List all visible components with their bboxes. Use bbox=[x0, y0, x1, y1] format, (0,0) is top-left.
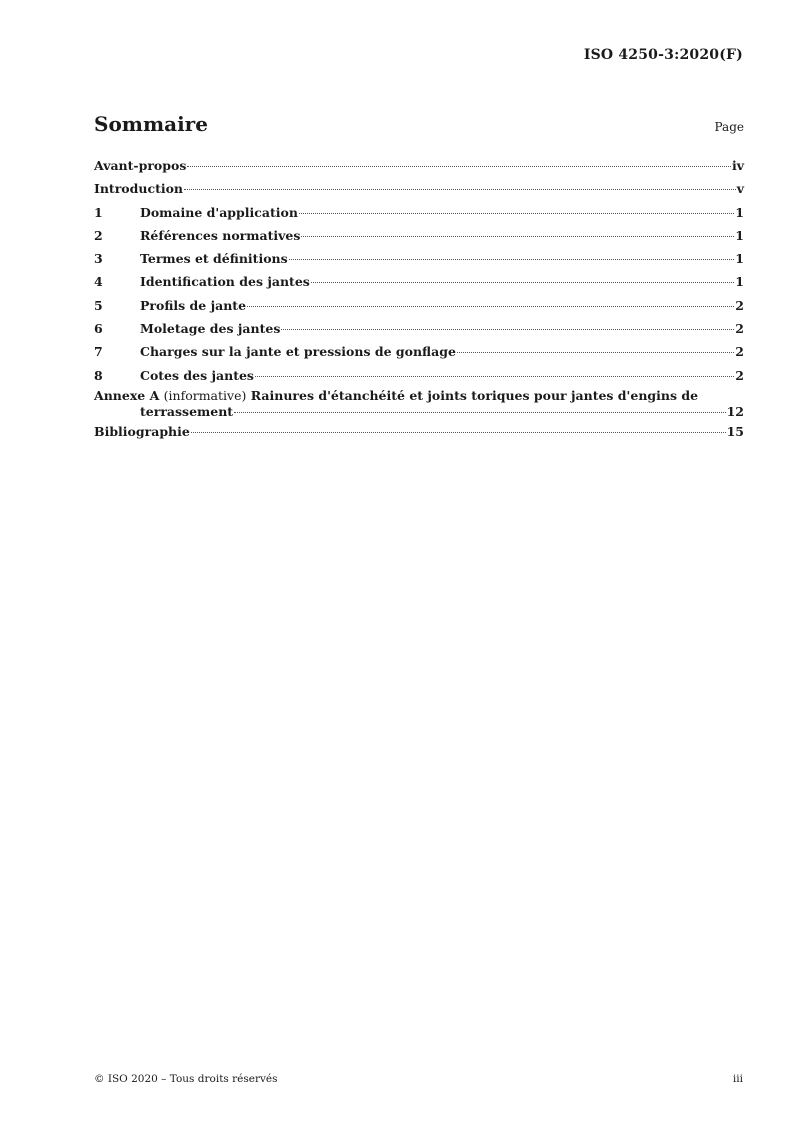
annex-qualifier: (informative) bbox=[163, 387, 247, 403]
toc-entry-introduction[interactable] bbox=[94, 177, 744, 200]
toc-entry-text: Bibliographie bbox=[94, 423, 190, 439]
toc-entry-section-4[interactable] bbox=[94, 270, 744, 293]
toc-entry-section-2[interactable] bbox=[94, 224, 744, 247]
toc-entry-text: Termes et définitions bbox=[140, 251, 288, 267]
document-id: ISO 4250-3:2020(F) bbox=[583, 47, 743, 63]
dot-leader bbox=[281, 329, 734, 330]
annex-title-line2: terrassement bbox=[140, 403, 234, 419]
toc-entry-section-7[interactable] bbox=[94, 340, 744, 363]
toc-entry-avant-propos[interactable] bbox=[94, 154, 744, 177]
toc-entry-text: Profils de jante bbox=[140, 297, 247, 313]
dot-leader bbox=[255, 376, 734, 377]
annex-label: Annexe A bbox=[94, 387, 160, 403]
toc-entry-section-5[interactable] bbox=[94, 294, 744, 317]
toc-entry-text: Charges sur la jante et pressions de gonflage bbox=[140, 344, 456, 360]
dot-leader bbox=[184, 189, 736, 190]
toc-entry-page: 2 bbox=[735, 297, 744, 313]
page-column-label: Page bbox=[714, 120, 744, 134]
toc-entry-page: 1 bbox=[735, 204, 744, 220]
toc-entry-page: v bbox=[736, 181, 744, 197]
toc-entry-page: 1 bbox=[735, 274, 744, 290]
dot-leader bbox=[289, 259, 735, 260]
toc-entry-page: 2 bbox=[735, 321, 744, 337]
toc-entry-number: 1 bbox=[94, 204, 103, 220]
toc-entry-text: Cotes des jantes bbox=[140, 367, 254, 383]
toc-entry-page: 1 bbox=[735, 227, 744, 243]
toc-entry-text: Avant-propos bbox=[94, 158, 187, 173]
toc-entry-number: 6 bbox=[94, 321, 103, 337]
toc-entry-section-1[interactable] bbox=[94, 201, 744, 224]
toc-entry-number: 3 bbox=[94, 251, 103, 267]
toc-entry-text: Introduction bbox=[94, 181, 184, 197]
toc-entry-number: 4 bbox=[94, 274, 103, 290]
dot-leader bbox=[457, 352, 734, 353]
toc-entry-number: 5 bbox=[94, 297, 103, 313]
toc-entry-section-8[interactable] bbox=[94, 364, 744, 387]
dot-leader bbox=[301, 236, 734, 237]
toc-entry-bibliographie[interactable] bbox=[94, 422, 744, 442]
toc-entry-text: Domaine d'application bbox=[140, 204, 298, 220]
dot-leader bbox=[311, 282, 734, 283]
toc-entry-section-3[interactable] bbox=[94, 247, 744, 270]
footer-copyright: © ISO 2020 – Tous droits réservés bbox=[94, 1073, 278, 1085]
toc-entry-text: Moletage des jantes bbox=[140, 321, 281, 337]
toc-entry-number: 8 bbox=[94, 367, 103, 383]
toc-entry-page: 1 bbox=[735, 251, 744, 267]
toc-header bbox=[94, 112, 744, 142]
toc-entry-text: Références normatives bbox=[140, 227, 301, 243]
toc-entry-page: 2 bbox=[735, 367, 744, 383]
toc-entry-number: 7 bbox=[94, 344, 103, 360]
annex-page: 12 bbox=[726, 403, 744, 419]
dot-leader bbox=[191, 432, 726, 433]
annex-title-line1: Rainures d'étanchéité et joints toriques pour jantes d'engins de bbox=[250, 387, 699, 403]
toc-entry-number: 2 bbox=[94, 227, 103, 243]
footer-page-number: iii bbox=[732, 1073, 743, 1085]
toc-entry-page: 15 bbox=[726, 423, 744, 439]
toc-entry-page: iv bbox=[731, 158, 744, 173]
dot-leader bbox=[187, 166, 731, 167]
toc-entry-section-6[interactable] bbox=[94, 317, 744, 340]
toc-entry-page: 2 bbox=[735, 344, 744, 360]
dot-leader bbox=[234, 412, 726, 413]
dot-leader bbox=[247, 306, 734, 307]
toc-entry-annex-a[interactable] bbox=[94, 388, 744, 420]
annex-title-continuation bbox=[94, 404, 744, 420]
table-of-contents bbox=[94, 154, 744, 442]
dot-leader bbox=[299, 213, 734, 214]
toc-title: Sommaire bbox=[94, 112, 208, 136]
annex-title-line bbox=[94, 388, 744, 404]
toc-entry-text: Identification des jantes bbox=[140, 274, 310, 290]
